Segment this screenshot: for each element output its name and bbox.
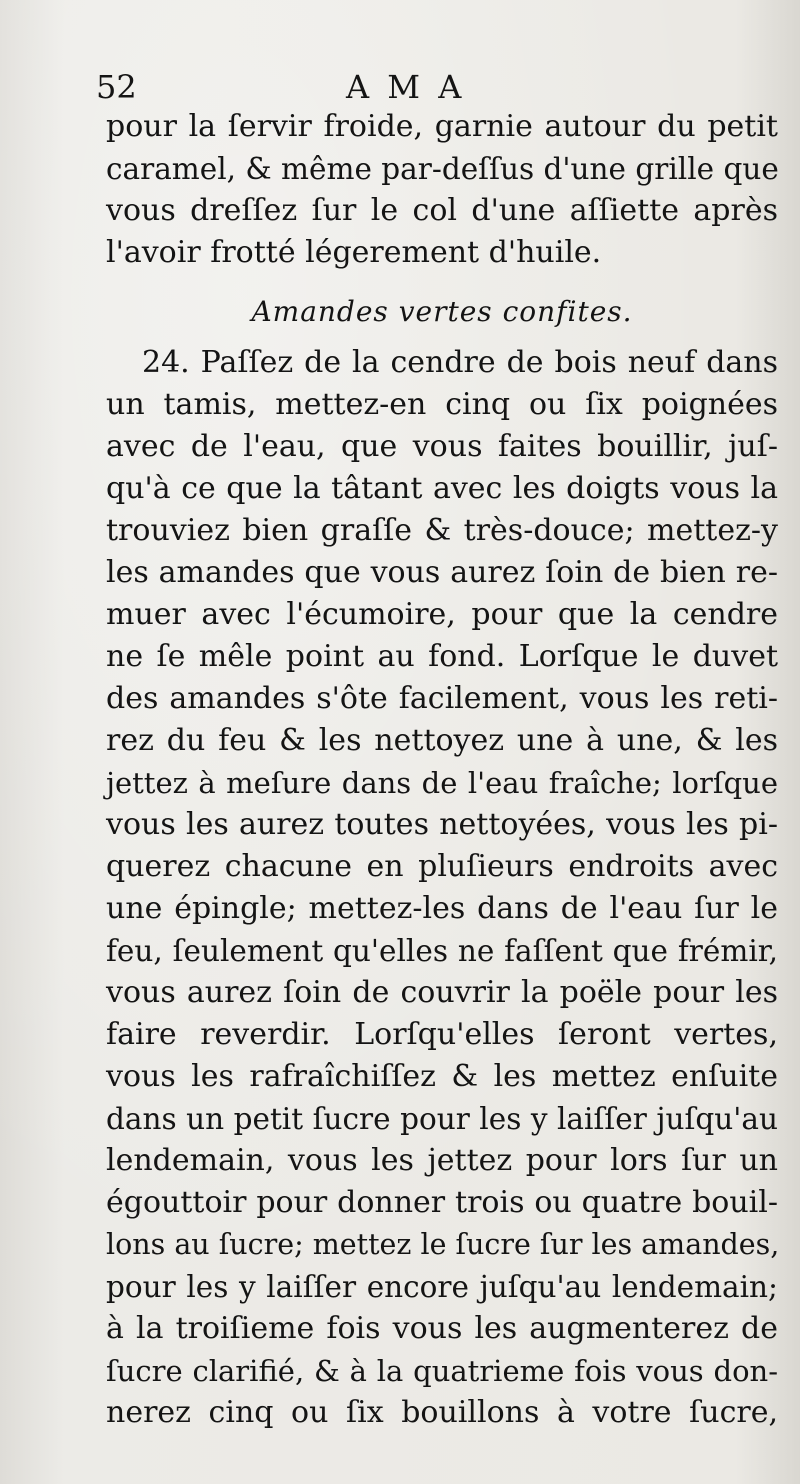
text-line: à la troiſieme fois vous les augmenterez de xyxy=(106,1311,778,1346)
text-line: une épingle; mettez-les dans de l'eau ſur le xyxy=(106,891,778,926)
text-line: vous aurez ſoin de couvrir la poële pour les xyxy=(106,975,778,1010)
text-line: trouviez bien graſſe & très-douce; mettez-y xyxy=(106,513,778,548)
text-line: querez chacune en pluſieurs endroits avec xyxy=(106,849,778,884)
text-line: les amandes que vous aurez ſoin de bien re- xyxy=(106,555,778,590)
text-line: nerez cinq ou ſix bouillons à votre ſucre, xyxy=(106,1395,778,1430)
text-line: vous les rafraîchiſſez & les mettez enſuite xyxy=(106,1059,778,1094)
text-line: des amandes s'ôte facilement, vous les reti- xyxy=(106,681,778,716)
text-line: lons au ſucre; mettez le ſucre ſur les amandes, xyxy=(106,1228,780,1261)
section-heading: Amandes vertes confites. xyxy=(251,295,633,328)
text-line: dans un petit ſucre pour les y laiſſer juſqu'au xyxy=(106,1102,778,1136)
text-line: qu'à ce que la tâtant avec les doigts vous la xyxy=(106,471,778,506)
text-line: égouttoir pour donner trois ou quatre bouil- xyxy=(106,1185,778,1220)
text-line: pour la ſervir froide, garnie autour du petit xyxy=(106,109,778,144)
text-line: ſucre clarifié, & à la quatrieme fois vous don- xyxy=(106,1354,778,1388)
text-line: avec de l'eau, que vous faites bouillir, juſ- xyxy=(106,429,778,464)
text-block xyxy=(106,106,778,1434)
page-header xyxy=(96,64,656,110)
page-number: 52 xyxy=(96,68,137,106)
text-line: ne ſe mêle point au fond. Lorſque le duvet xyxy=(106,639,778,674)
text-line: pour les y laiſſer encore juſqu'au lendemain; xyxy=(106,1270,778,1304)
text-line: vous dreſſez ſur le col d'une aſſiette après xyxy=(106,193,778,228)
text-line: feu, ſeulement qu'elles ne faſſent que frémir, xyxy=(106,934,778,968)
text-line: 24. Paſſez de la cendre de bois neuf dans xyxy=(142,345,778,380)
text-line: muer avec l'écumoire, pour que la cendre xyxy=(106,597,778,632)
text-line: faire reverdir. Lorſqu'elles ſeront vertes, xyxy=(106,1017,778,1052)
running-head: A M A xyxy=(346,68,466,106)
text-line: jettez à meſure dans de l'eau fraîche; lorſque xyxy=(106,766,778,800)
text-line: l'avoir frotté légerement d'huile. xyxy=(106,235,602,270)
text-line: caramel, & même par-deſſus d'une grille que xyxy=(106,152,779,186)
text-line: un tamis, mettez-en cinq ou ſix poignées xyxy=(106,387,778,422)
text-line: vous les aurez toutes nettoyées, vous les pi- xyxy=(106,807,778,842)
text-line: lendemain, vous les jettez pour lors ſur un xyxy=(106,1143,778,1178)
text-line: rez du feu & les nettoyez une à une, & les xyxy=(106,723,778,758)
